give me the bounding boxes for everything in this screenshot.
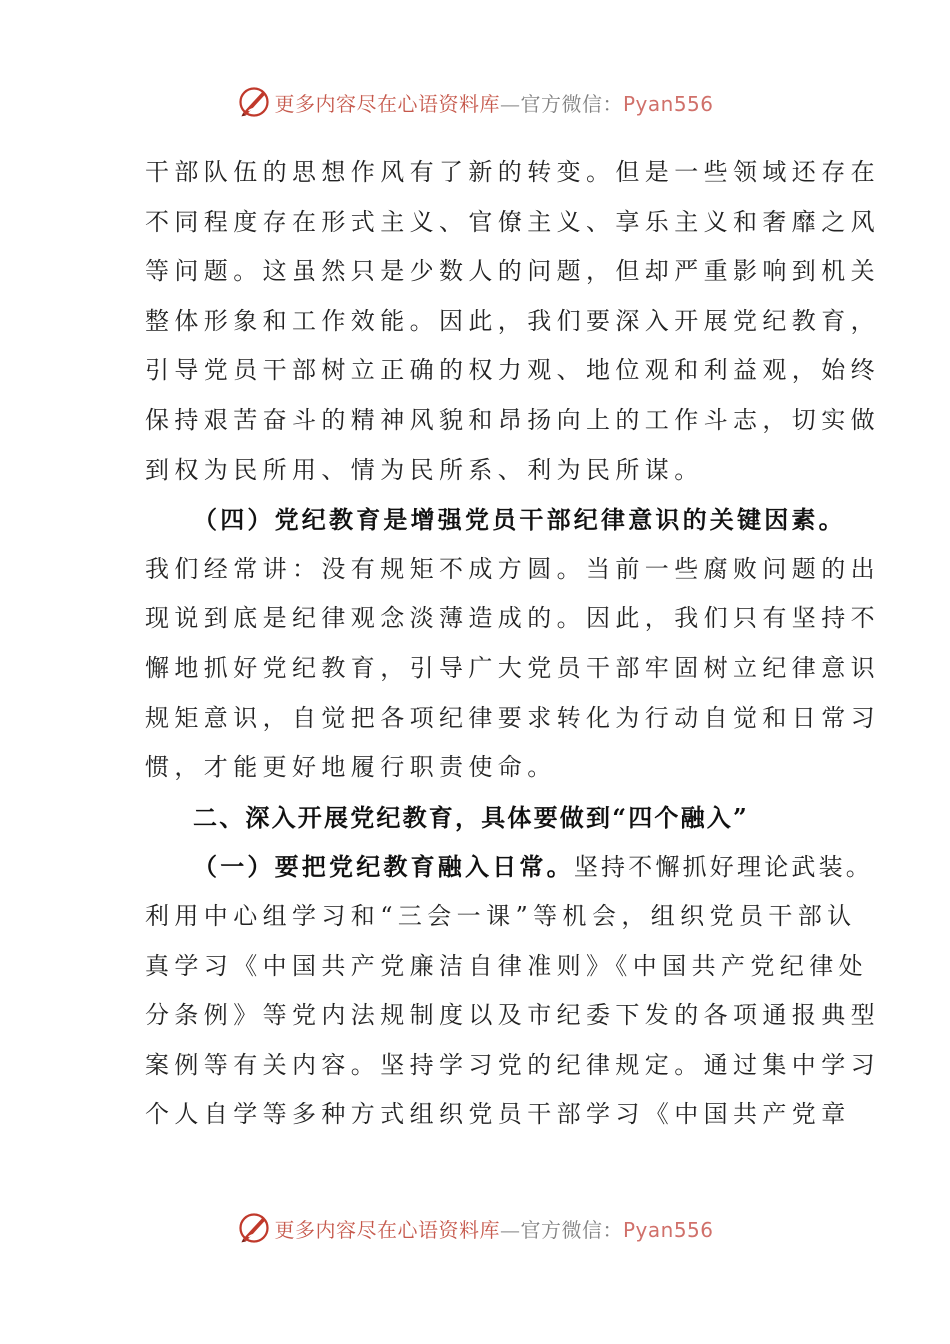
banner-main: 更多内容尽在心语资料库 — [274, 1217, 500, 1242]
subsection-heading-1: （一）要把党纪教育融入日常。 — [193, 852, 574, 882]
paragraph-line: 规矩意识，自觉把各项纪律要求转化为行动自觉和日常习 — [145, 703, 880, 732]
banner-dash: — — [499, 1217, 521, 1242]
pen-logo-icon — [236, 84, 272, 120]
paragraph-line: 整体形象和工作效能。因此，我们要深入开展党纪教育， — [145, 306, 880, 335]
paragraph-line: 干部队伍的思想作风有了新的转变。但是一些领域还存在 — [145, 158, 880, 186]
footer-banner — [0, 1208, 950, 1248]
paragraph-first-line — [145, 842, 874, 892]
paragraph-text: 坚持不懈抓好理论武装。 — [573, 853, 874, 882]
paragraph-line: 懈地抓好党纪教育，引导广大党员干部牢固树立纪律意识 — [145, 653, 880, 682]
paragraph-line: 不同程度存在形式主义、官僚主义、享乐主义和奢靡之风 — [145, 207, 880, 236]
paragraph-line: 分条例》等党内法规制度以及市纪委下发的各项通报典型 — [145, 1001, 880, 1030]
subsection-heading-4: （四）党纪教育是增强党员干部纪律意识的关键因素。 — [193, 505, 846, 535]
header-banner — [0, 82, 950, 122]
banner-text — [274, 88, 713, 117]
banner-wechat-id: Pyan556 — [622, 1217, 714, 1242]
paragraph-line: 真学习《中国共产党廉洁自律准则》《中国共产党纪律处 — [145, 951, 868, 980]
paragraph-line: 惯，才能更好地履行职责使命。 — [145, 753, 557, 782]
paragraph-line: 引导党员干部树立正确的权力观、地位观和利益观，始终 — [145, 356, 880, 385]
paragraph-line: 利用中心组学习和“三会一课”等机会，组织党员干部认 — [145, 901, 857, 930]
banner-main: 更多内容尽在心语资料库 — [274, 91, 500, 116]
paragraph-line: 等问题。这虽然只是少数人的问题，但却严重影响到机关 — [145, 257, 880, 286]
paragraph-line: 我们经常讲：没有规矩不成方圆。当前一些腐败问题的出 — [145, 554, 880, 583]
paragraph-line: 保持艰苦奋斗的精神风貌和昂扬向上的工作斗志，切实做 — [145, 405, 880, 434]
banner-label: 官方微信： — [520, 1217, 623, 1242]
banner-text — [274, 1214, 713, 1243]
paragraph-line: 现说到底是纪律观念淡薄造成的。因此，我们只有坚持不 — [145, 604, 880, 633]
section-heading-2: 二、深入开展党纪教育，具体要做到“四个融入” — [193, 802, 750, 832]
banner-dash: — — [499, 91, 521, 116]
paragraph-line: 案例等有关内容。坚持学习党的纪律规定。通过集中学习 — [145, 1050, 880, 1079]
banner-label: 官方微信： — [520, 91, 623, 116]
document-body — [145, 148, 880, 1140]
pen-logo-icon — [236, 1210, 272, 1246]
paragraph-line: 到权为民所用、情为民所系、利为民所谋。 — [145, 455, 704, 484]
banner-wechat-id: Pyan556 — [622, 91, 714, 116]
paragraph-line: 个人自学等多种方式组织党员干部学习《中国共产党章 — [145, 1100, 851, 1129]
